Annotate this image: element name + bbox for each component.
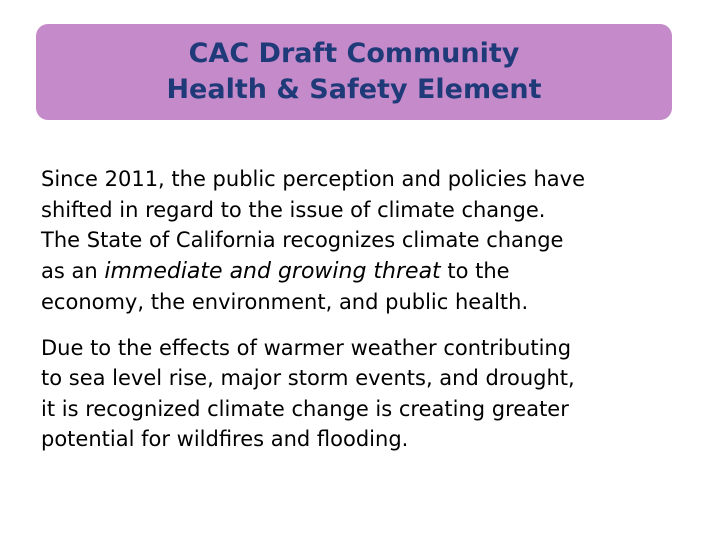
text-line: Since 2011, the public perception and policies have <box>41 167 586 191</box>
text-line: it is recognized climate change is creating greater <box>41 396 569 421</box>
text-line: Due to the effects of warmer weather contributing <box>41 335 572 360</box>
title-line-2: Health & Safety Element <box>166 74 542 105</box>
text-line: The State of California recognizes climate change <box>41 228 564 252</box>
text-line: to sea level rise, major storm events, and drought, <box>41 366 575 390</box>
paragraph-climate-effects <box>41 333 691 455</box>
text-segment: to the <box>440 258 510 283</box>
text-line: potential for wildfires and flooding. <box>41 427 409 451</box>
text-line-with-emphasis <box>41 256 691 288</box>
slide-body <box>41 164 691 455</box>
title-line-1: CAC Draft Community <box>188 38 520 69</box>
title-banner <box>36 24 672 120</box>
text-line: shifted in regard to the issue of climate change. <box>41 197 546 222</box>
text-line: economy, the environment, and public health. <box>41 290 529 314</box>
emphasis-text: immediate and growing threat <box>104 258 441 284</box>
paragraph-climate-perception <box>41 164 691 318</box>
text-segment: as an <box>41 258 105 283</box>
